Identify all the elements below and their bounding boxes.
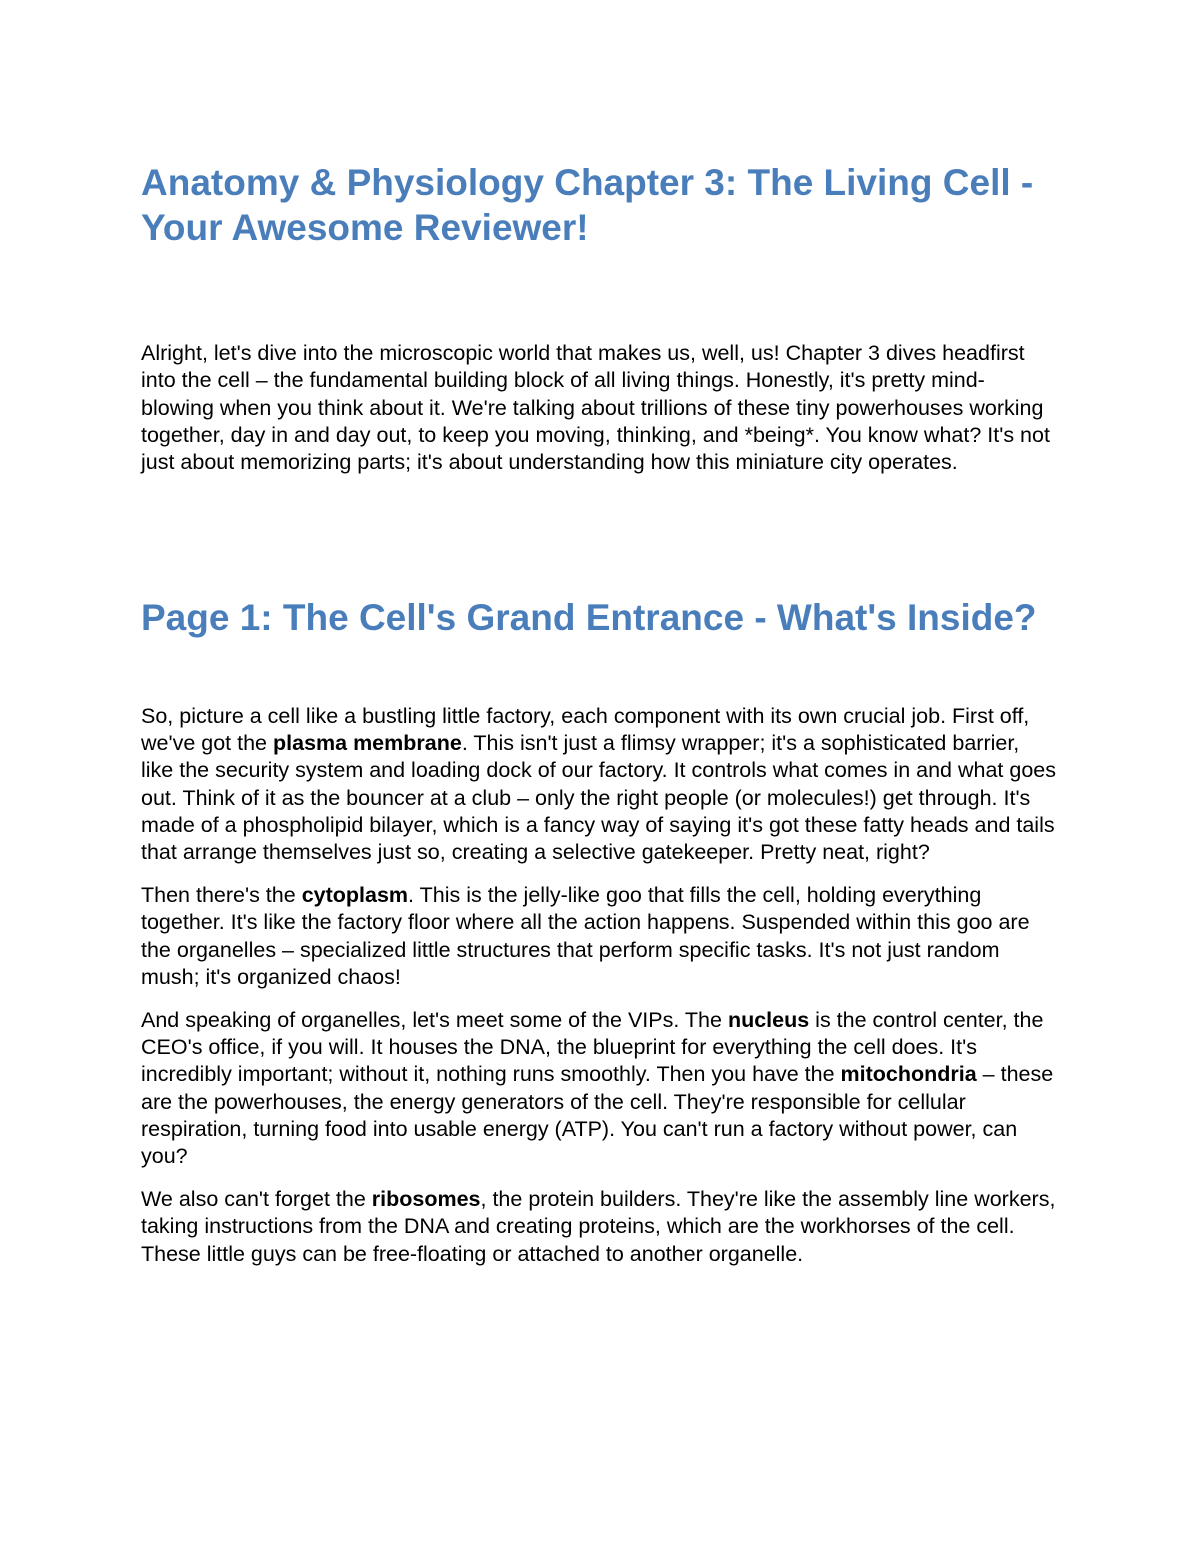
- intro-paragraph: Alright, let's dive into the microscopic world that makes us, well, us! Chapter 3 dives headfirst into the cell – the fundamental building block of all living things. Honestly, it's pretty mind-blowing when you think about it. We're talking about trillions of these tiny powerhouses working together, day in and day out, to keep you moving, thinking, and *being*. You know what? It's not just about memorizing parts; it's about understanding how this miniature city operates.: [141, 341, 1050, 475]
- section-heading: Page 1: The Cell's Grand Entrance - What's Inside?: [141, 597, 1037, 638]
- paragraph-text: is the control center, the CEO's office, if you will. It houses the DNA, the blueprint for everything the cell does. It's incredibly important; without it, nothing runs smoothly. Then you have the: [141, 1008, 1044, 1087]
- paragraph-text: Then there's the: [141, 883, 302, 908]
- term-mitochondria: mitochondria: [840, 1062, 977, 1087]
- term-plasma-membrane: plasma membrane: [273, 731, 462, 756]
- term-nucleus: nucleus: [727, 1008, 810, 1033]
- document-title: Anatomy & Physiology Chapter 3: The Living Cell - Your Awesome Reviewer!: [141, 162, 1034, 248]
- paragraph-cytoplasm: [141, 882, 1056, 991]
- term-ribosomes: ribosomes: [371, 1187, 481, 1212]
- paragraph-text: , the protein builders. They're like the assembly line workers, taking instructions from the DNA and creating proteins, which are the workhorses of the cell. These little guys can be free-floating or attached to another organelle.: [141, 1187, 1056, 1266]
- paragraph-text: . This is the jelly-like goo that fills the cell, holding everything together. It's like the factory floor where all the action happens. Suspended within this goo are the organelles – specialized little structures that perform specific tasks. It's not just random mush; it's organized chaos!: [141, 883, 1030, 989]
- paragraph-text: And speaking of organelles, let's meet some of the VIPs. The: [141, 1008, 728, 1033]
- paragraph-organelles: [141, 1007, 1056, 1170]
- paragraph-text: We also can't forget the: [141, 1187, 372, 1212]
- section-body: [141, 703, 1056, 1284]
- paragraph-plasma-membrane: [141, 703, 1056, 866]
- paragraph-text: So, picture a cell like a bustling little factory, each component with its own crucial job. First off, we've got the: [141, 704, 1030, 756]
- paragraph-ribosomes: [141, 1186, 1056, 1268]
- paragraph-text: – these are the powerhouses, the energy generators of the cell. They're responsible for cellular respiration, turning food into usable energy (ATP). You can't run a factory without power, can you?: [141, 1062, 1054, 1169]
- paragraph-text: . This isn't just a flimsy wrapper; it's a sophisticated barrier, like the security system and loading dock of our factory. It controls what comes in and what goes out. Think of it as the bouncer at a club – only the right people (or molecules!) get through. It's made of a phospholipid bilayer, which is a fancy way of saying it's got these fatty heads and tails that arrange themselves just so, creating a selective gatekeeper. Pretty neat, right?: [141, 731, 1056, 865]
- term-cytoplasm: cytoplasm: [301, 883, 409, 908]
